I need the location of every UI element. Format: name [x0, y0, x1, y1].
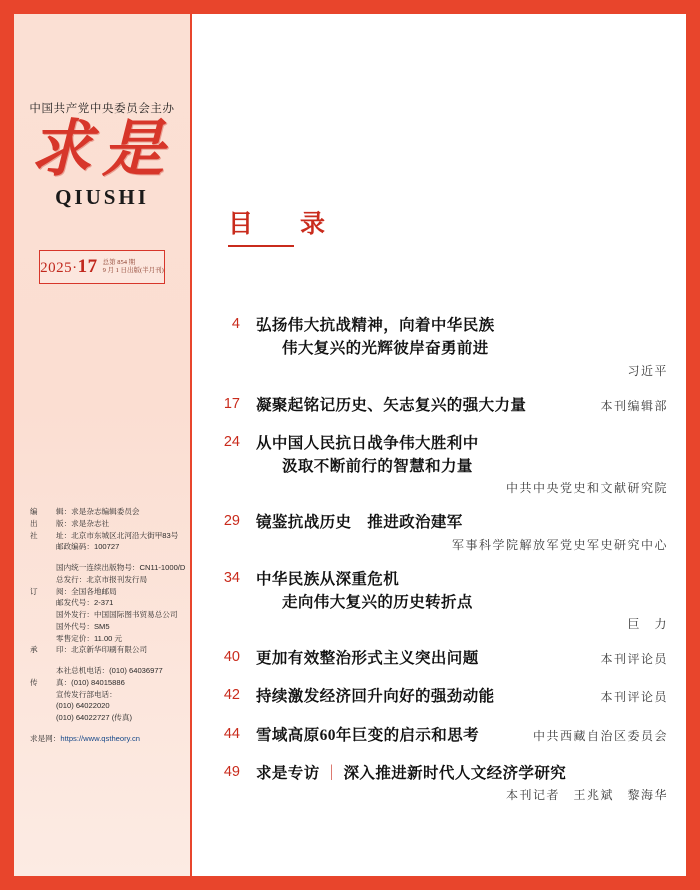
toc-author: 军事科学院解放军党史军史研究中心 [451, 537, 668, 552]
toc-entry-body [242, 762, 668, 803]
toc-line [256, 724, 668, 747]
toc-page-number[interactable]: 24 [223, 433, 240, 450]
colophon-label: 社 [30, 530, 38, 540]
toc-entry-body [242, 647, 668, 670]
colophon-row [30, 586, 180, 598]
colophon-row [30, 700, 180, 712]
toc-title-line2[interactable]: 汲取不断前行的智慧和力量 [282, 458, 473, 475]
toc-entry-body [242, 568, 668, 633]
toc-separator: ｜ [323, 764, 340, 782]
colophon-value: 印：北京新华印刷有限公司 [56, 645, 148, 655]
toc-author: 本刊评论员 [600, 690, 668, 705]
issue-note [103, 259, 164, 275]
toc-title-line2[interactable]: 走向伟大复兴的历史转折点 [282, 593, 473, 611]
toc-entry-body [242, 432, 668, 497]
toc-title-line1[interactable]: 中华民族从深重危机 [256, 570, 400, 588]
colophon-row [30, 506, 180, 518]
toc-entry-body [242, 394, 668, 417]
toc-page-number[interactable]: 40 [223, 649, 240, 665]
logo-chinese: 求是 [29, 116, 174, 184]
toc-title-tail: 深入推进新时代人文经济学研究 [343, 764, 567, 782]
toc-line [256, 685, 668, 708]
toc-entry[interactable] [214, 511, 668, 552]
colophon-row [30, 733, 180, 745]
toc-entry[interactable] [214, 762, 668, 803]
toc-author: 本刊评论员 [600, 652, 668, 666]
colophon-value: 零售定价：11.00 元 [56, 633, 123, 643]
toc-line [256, 394, 668, 417]
toc-title-line1[interactable]: 镜鉴抗战历史 推进政治建军 [256, 514, 463, 532]
colophon-row [30, 609, 180, 621]
toc-title-line1[interactable]: 凝聚起铭记历史、矢志复兴的强大力量 [256, 396, 527, 414]
colophon-value: (010) 64022020 [56, 701, 110, 711]
toc-title-line1[interactable]: 弘扬伟大抗战精神，向着中华民族 [256, 317, 495, 334]
colophon-row [30, 541, 180, 553]
toc-page-number[interactable]: 4 [231, 316, 240, 332]
toc-author: 习近平 [627, 363, 668, 378]
colophon-value: 辑：求是杂志编辑委员会 [56, 507, 140, 516]
colophon-label: 编 [30, 507, 38, 516]
table-of-contents [214, 314, 668, 818]
colophon-row [30, 530, 180, 542]
toc-line [256, 647, 668, 670]
toc-title-line1[interactable]: 雪域高原60年巨变的启示和思考 [256, 726, 480, 744]
colophon-row [30, 644, 180, 656]
colophon-value: 邮发代号：2-371 [56, 598, 114, 608]
toc-entry-body [242, 685, 668, 708]
colophon-value: 阅：全国各地邮局 [56, 586, 117, 596]
toc-page-number[interactable]: 34 [223, 569, 240, 586]
toc-entry-body [242, 511, 668, 552]
toc-entry[interactable] [214, 314, 668, 379]
sponsor-line: 中国共产党中央委员会主办 [29, 103, 175, 115]
toc-entry-body [242, 724, 668, 747]
toc-page-number[interactable]: 29 [223, 513, 240, 530]
colophon-group-website [30, 733, 180, 745]
issue-number: 17 [77, 256, 98, 277]
toc-column-name: 求是专访 [256, 764, 320, 782]
colophon-value: 真：(010) 84015886 [56, 677, 125, 687]
issue-badge [39, 250, 165, 284]
colophon-row [30, 621, 180, 633]
contents-column [192, 14, 686, 876]
colophon-row [30, 677, 180, 689]
toc-entry-body [242, 314, 668, 379]
colophon [30, 506, 186, 754]
colophon-value: 址：北京市东城区北河沿大街甲83号 [56, 530, 179, 540]
colophon-row [30, 562, 186, 574]
masthead-column [14, 14, 192, 876]
issue-dot: · [72, 260, 78, 276]
colophon-row [30, 574, 180, 586]
issue-note-line1: 总第 854 期 [102, 258, 136, 266]
toc-entry[interactable] [214, 394, 668, 417]
toc-author: 巨 力 [627, 617, 668, 631]
colophon-value: 国外代号：SM5 [56, 621, 110, 631]
toc-title-line1[interactable]: 更加有效整治形式主义突出问题 [256, 650, 479, 667]
toc-author: 中共中央党史和文献研究院 [505, 481, 668, 496]
toc-title-line1[interactable]: 从中国人民抗日战争伟大胜利中 [256, 434, 479, 452]
colophon-row [30, 518, 180, 530]
website-url[interactable]: https://www.qstheory.cn [60, 734, 141, 744]
colophon-value: 国外发行：中国国际图书贸易总公司 [56, 610, 178, 620]
colophon-row [30, 633, 180, 645]
colophon-value: 本社总机电话：(010) 64036977 [56, 666, 163, 676]
toc-page-number[interactable]: 49 [223, 763, 240, 780]
toc-author: 本刊记者 王兆斌 黎海华 [505, 788, 668, 802]
colophon-row [30, 597, 180, 609]
colophon-value: 宣传发行部电话： [56, 689, 117, 699]
magazine-logo [14, 118, 190, 210]
toc-entry[interactable] [214, 685, 668, 708]
toc-line [256, 455, 668, 496]
colophon-value: 总发行：北京市报刊发行局 [56, 574, 148, 584]
colophon-value: 邮政编码：100727 [56, 542, 120, 552]
toc-page-number[interactable]: 42 [223, 687, 240, 704]
colophon-label: 订 [30, 586, 38, 596]
colophon-value: 版：求是杂志社 [56, 518, 110, 528]
colophon-row [30, 665, 180, 677]
toc-entry[interactable] [214, 568, 668, 633]
issue-year-number [40, 256, 98, 278]
toc-title-line2[interactable]: 伟大复兴的光辉彼岸奋勇前进 [282, 340, 489, 358]
colophon-value: (010) 64022727 (传真) [56, 713, 132, 723]
colophon-label: 传 [30, 677, 38, 687]
page-title [228, 204, 336, 247]
issue-year: 2025 [40, 260, 73, 276]
colophon-group-publisher [30, 506, 180, 553]
page-inner [14, 14, 686, 876]
colophon-label: 出 [30, 518, 38, 528]
toc-author: 中共西藏自治区委员会 [532, 728, 668, 743]
colophon-group-contact [30, 665, 180, 724]
logo-english: QIUSHI [55, 185, 149, 210]
toc-line [256, 591, 668, 632]
website-label: 求是网： [30, 734, 61, 744]
toc-page-number[interactable]: 44 [223, 725, 240, 742]
colophon-value: 国内统一连续出版物号：CN11-1000/D [56, 563, 186, 573]
page-title-text: 目 录 [228, 211, 337, 238]
toc-title-line1[interactable]: 持续激发经济回升向好的强劲动能 [256, 688, 495, 706]
toc-author: 本刊编辑部 [600, 398, 668, 413]
toc-entry[interactable] [214, 724, 668, 747]
title-underline [228, 245, 294, 247]
issue-note-line2: 9 月 1 日出版(半月刊) [102, 267, 164, 274]
colophon-row [30, 689, 180, 701]
toc-entry[interactable] [214, 432, 668, 497]
toc-page-number[interactable]: 17 [223, 395, 240, 412]
toc-entry[interactable] [214, 647, 668, 670]
colophon-group-distribution [30, 562, 186, 656]
toc-title-line1[interactable] [256, 762, 668, 785]
colophon-label: 承 [30, 645, 38, 655]
colophon-row [30, 712, 180, 724]
